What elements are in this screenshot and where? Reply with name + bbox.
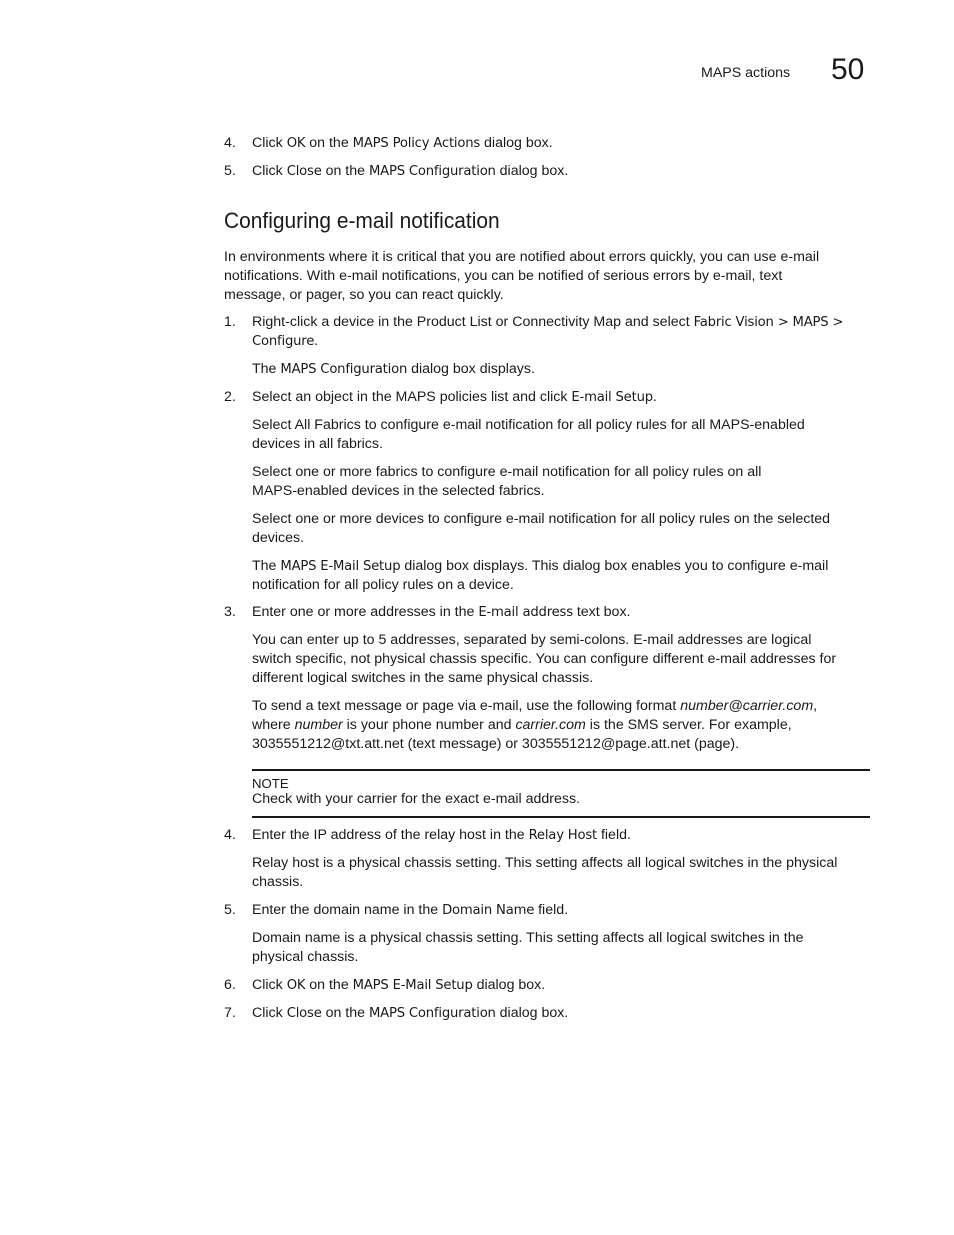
section-heading: Configuring e-mail notification	[224, 208, 500, 233]
step-paragraph: To send a text message or page via e-mail, use the following format number@carrier.com, where number is your phone number and carrier.com is the SMS server. For example, 3035551212@txt.att.net (text message) or 3035551212@page.att.net (page).	[252, 698, 818, 752]
step-paragraph: The MAPS E-Mail Setup dialog box displays. This dialog box enables you to configure e-mail notification for all policy rules on a device.	[252, 558, 829, 593]
step-text: Click OK on the MAPS E-Mail Setup dialog box.	[252, 977, 546, 993]
chapter-number: 50	[831, 53, 865, 86]
note-text: Check with your carrier for the exact e-mail address.	[252, 791, 581, 807]
ui-term: Fabric Vision > MAPS >	[693, 315, 844, 330]
ui-term: MAPS Policy Actions	[352, 136, 481, 151]
ui-term: OK	[286, 136, 306, 151]
step-text: Click Close on the MAPS Configuration dialog box.	[252, 163, 569, 179]
step-number: 5.	[224, 163, 236, 179]
step-text: Enter the IP address of the relay host in the Relay Host field.	[252, 827, 631, 843]
step-text: Enter the domain name in the Domain Name field.	[252, 902, 569, 918]
note-box	[252, 769, 870, 818]
ui-term: MAPS Configuration	[368, 164, 496, 179]
step-number: 1.	[224, 314, 236, 330]
step-paragraph: Domain name is a physical chassis setting. This setting affects all logical switches in the physical chassis.	[252, 930, 804, 965]
step-text: Select an object in the MAPS policies list and click E-mail Setup.	[252, 389, 657, 405]
step-number: 7.	[224, 1005, 236, 1021]
step-text: Right-click a device in the Product List or Connectivity Map and select Fabric Vision > MAPS > Configure.	[252, 314, 844, 349]
ui-term: MAPS Configuration	[280, 362, 408, 377]
step-number: 3.	[224, 604, 236, 620]
ui-term: Close	[286, 1006, 322, 1021]
step-result: The MAPS Configuration dialog box displays.	[252, 361, 535, 377]
step-paragraph: You can enter up to 5 addresses, separated by semi-colons. E-mail addresses are logical switch specific, not physical chassis specific. You can configure different e-mail addresses for different logical switches in the same physical chassis.	[252, 632, 837, 686]
intro-paragraph: In environments where it is critical that you are notified about errors quickly, you can use e-mail notifications. With e-mail notifications, you can be notified of serious errors by e-mail, text message, or pager, so you can react quickly.	[224, 249, 820, 303]
step-number: 6.	[224, 977, 236, 993]
ui-term: Domain Name	[442, 903, 535, 918]
step-number: 2.	[224, 389, 236, 405]
step-number: 5.	[224, 902, 236, 918]
step-paragraph: Select All Fabrics to configure e-mail notification for all policy rules for all MAPS-enabled devices in all fabrics.	[252, 417, 805, 452]
ui-term: MAPS Configuration	[368, 1006, 496, 1021]
ui-term: Configure	[252, 334, 315, 349]
step-number: 4.	[224, 135, 236, 151]
running-header-section: MAPS actions	[701, 65, 791, 81]
ui-term: MAPS E-Mail Setup	[352, 978, 473, 993]
ui-term: E-mail address	[478, 605, 573, 620]
ui-term: Close	[286, 164, 322, 179]
ui-term: MAPS E-Mail Setup	[280, 559, 401, 574]
step-text: Click Close on the MAPS Configuration dialog box.	[252, 1005, 569, 1021]
step-text: Enter one or more addresses in the E-mail address text box.	[252, 604, 631, 620]
step-paragraph: Select one or more fabrics to configure e-mail notification for all policy rules on all MAPS-enabled devices in the selected fabrics.	[252, 464, 762, 499]
step-text: Click OK on the MAPS Policy Actions dialog box.	[252, 135, 553, 151]
ui-term: E-mail Setup	[571, 390, 653, 405]
step-paragraph: Select one or more devices to configure e-mail notification for all policy rules on the selected devices.	[252, 511, 831, 546]
ui-term: OK	[286, 978, 306, 993]
step-number: 4.	[224, 827, 236, 843]
step-paragraph: Relay host is a physical chassis setting. This setting affects all logical switches in the physical chassis.	[252, 855, 838, 890]
ui-term: Relay Host	[528, 828, 598, 843]
note-title: NOTE	[252, 776, 289, 791]
